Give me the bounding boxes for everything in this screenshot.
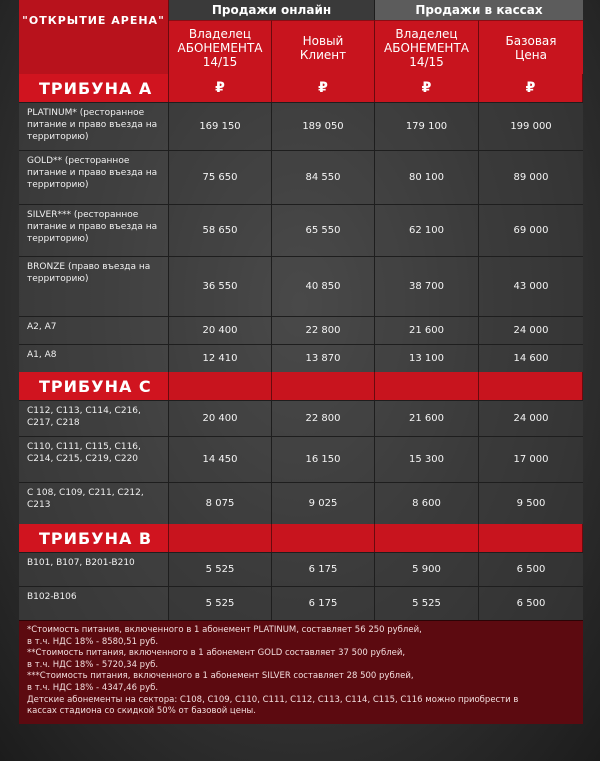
section-band-cell: [272, 524, 375, 552]
seat-category: PLATINUM* (ресторанное питание и право въезда на территорию): [19, 103, 169, 150]
price-cell: 69 000: [479, 205, 583, 256]
price-cell: 24 000: [479, 401, 583, 436]
col-header-online-new-client: Новый Клиент: [272, 20, 375, 74]
seat-category: C112, C113, C114, C216, C217, C218: [19, 401, 169, 436]
seat-category: BRONZE (право въезда на территорию): [19, 257, 169, 316]
section-band-cell: [272, 372, 375, 400]
section-band-cell: [169, 372, 272, 400]
section-band-cell: [169, 524, 272, 552]
footnote-line: в т.ч. НДС 18% - 4347,46 руб.: [27, 682, 159, 693]
section-band-cell: [375, 524, 479, 552]
seat-category: B102-B106: [19, 587, 169, 620]
table-row: [19, 436, 583, 482]
table-row: [19, 316, 583, 344]
table-row: [19, 482, 583, 524]
price-cell: 17 000: [479, 437, 583, 482]
price-cell: 65 550: [272, 205, 375, 256]
currency-symbol: ₽: [169, 74, 272, 102]
price-cell: 5 900: [375, 553, 479, 586]
table-row: [19, 150, 583, 204]
price-table: [19, 0, 583, 724]
group-online-sales: Продажи онлайн: [169, 0, 375, 20]
price-cell: 12 410: [169, 345, 272, 372]
price-cell: 16 150: [272, 437, 375, 482]
price-cell: 20 400: [169, 401, 272, 436]
seat-category: A2, A7: [19, 317, 169, 344]
price-cell: 189 050: [272, 103, 375, 150]
price-cell: 15 300: [375, 437, 479, 482]
price-cell: 9 500: [479, 483, 583, 524]
currency-symbol: ₽: [479, 74, 583, 102]
footnote-line: кассах стадиона со скидкой 50% от базовой цены.: [27, 706, 256, 717]
price-cell: 13 100: [375, 345, 479, 372]
price-cell: 40 850: [272, 257, 375, 316]
footnote-line: Детские абонементы на сектора: C108, C109, C110, C111, C112, C113, C114, C115, C116 можно приобрести в: [27, 694, 519, 705]
price-cell: 75 650: [169, 151, 272, 204]
price-cell: 199 000: [479, 103, 583, 150]
price-cell: 43 000: [479, 257, 583, 316]
table-row: [19, 204, 583, 256]
group-box-office-sales: Продажи в кассах: [375, 0, 583, 20]
price-cell: 36 550: [169, 257, 272, 316]
price-cell: 24 000: [479, 317, 583, 344]
price-cell: 6 500: [479, 587, 583, 620]
price-cell: 22 800: [272, 317, 375, 344]
section-title: ТРИБУНА А: [19, 74, 169, 102]
table-row: [19, 400, 583, 436]
price-cell: 6 500: [479, 553, 583, 586]
table-row: [19, 256, 583, 316]
seat-category: A1, A8: [19, 345, 169, 372]
seat-category: SILVER*** (ресторанное питание и право въезда на территорию): [19, 205, 169, 256]
price-cell: 21 600: [375, 401, 479, 436]
section-band-cell: [479, 372, 583, 400]
currency-symbol: ₽: [375, 74, 479, 102]
col-header-online-owner: Владелец АБОНЕМЕНТА 14/15: [169, 20, 272, 74]
table-row: [19, 102, 583, 150]
seat-category: C 108, C109, C211, C212, C213: [19, 483, 169, 524]
price-cell: 14 450: [169, 437, 272, 482]
footnote-line: **Стоимость питания, включенного в 1 абонемент GOLD составляет 37 500 рублей,: [27, 648, 406, 659]
footnotes: [19, 620, 583, 724]
seat-category: GOLD** (ресторанное питание и право въезда на территорию): [19, 151, 169, 204]
section-band-cell: [479, 524, 583, 552]
seat-category: B101, B107, B201-B210: [19, 553, 169, 586]
price-cell: 6 175: [272, 587, 375, 620]
price-cell: 21 600: [375, 317, 479, 344]
currency-symbol: ₽: [272, 74, 375, 102]
section-title: ТРИБУНА В: [19, 524, 169, 552]
footnote-line: в т.ч. НДС 18% - 5720,34 руб.: [27, 659, 159, 670]
price-cell: 5 525: [169, 587, 272, 620]
footnote-line: ***Стоимость питания, включенного в 1 абонемент SILVER составляет 28 500 рублей,: [27, 671, 414, 682]
col-header-kassa-owner: Владелец АБОНЕМЕНТА 14/15: [375, 20, 479, 74]
price-cell: 5 525: [169, 553, 272, 586]
price-cell: 179 100: [375, 103, 479, 150]
price-cell: 169 150: [169, 103, 272, 150]
venue-title: "ОТКРЫТИЕ АРЕНА": [19, 0, 169, 74]
table-body: [19, 74, 583, 620]
price-cell: 5 525: [375, 587, 479, 620]
price-cell: 62 100: [375, 205, 479, 256]
price-cell: 14 600: [479, 345, 583, 372]
section-header: [19, 524, 583, 552]
section-band-cell: [375, 372, 479, 400]
section-header: [19, 372, 583, 400]
price-cell: 13 870: [272, 345, 375, 372]
table-row: [19, 552, 583, 586]
section-header: [19, 74, 583, 102]
footnote-line: в т.ч. НДС 18% - 8580,51 руб.: [27, 636, 159, 647]
table-header: [19, 0, 583, 74]
price-cell: 8 075: [169, 483, 272, 524]
price-cell: 6 175: [272, 553, 375, 586]
price-cell: 80 100: [375, 151, 479, 204]
table-row: [19, 586, 583, 620]
col-header-base-price: Базовая Цена: [479, 20, 583, 74]
section-title: ТРИБУНА С: [19, 372, 169, 400]
price-cell: 89 000: [479, 151, 583, 204]
footnote-line: *Стоимость питания, включенного в 1 абонемент PLATINUM, составляет 56 250 рублей,: [27, 625, 422, 635]
price-cell: 38 700: [375, 257, 479, 316]
seat-category: C110, C111, C115, C116, C214, C215, C219, C220: [19, 437, 169, 482]
price-cell: 9 025: [272, 483, 375, 524]
price-cell: 8 600: [375, 483, 479, 524]
price-cell: 22 800: [272, 401, 375, 436]
price-cell: 20 400: [169, 317, 272, 344]
price-cell: 58 650: [169, 205, 272, 256]
table-row: [19, 344, 583, 372]
price-cell: 84 550: [272, 151, 375, 204]
